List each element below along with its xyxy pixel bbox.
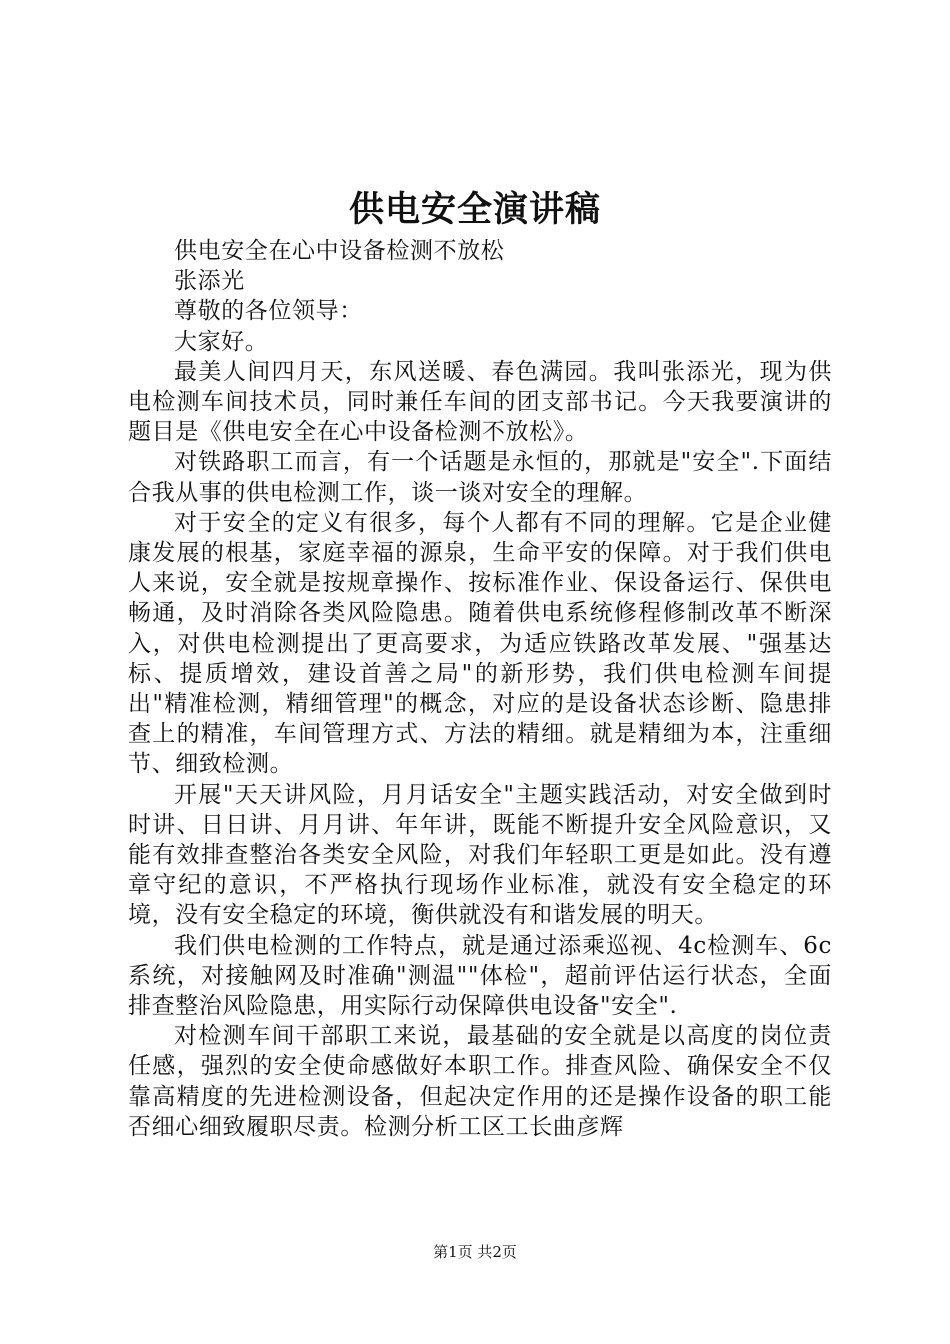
author-paragraph: 张添光: [174, 268, 245, 295]
body-paragraph: 最美人间四月天，东风送暖、春色满园。我叫张添光，现为供电检测车间技术员，同时兼任车间的团支部书记。今天我要演讲的题目是《供电安全在心中设备检测不放松》。: [128, 358, 832, 446]
body-paragraph: 开展"天天讲风险，月月话安全"主题实践活动，对安全做到时时讲、日日讲、月月讲、年年讲，既能不断提升安全风险意识，又能有效排查整治各类安全风险，对我们年轻职工更是如此。没有遵章守纪的意识，不严格执行现场作业标准，就没有安全稳定的环境，没有安全稳定的环境，衡供就没有和谐发展的明天。: [128, 781, 832, 929]
body-paragraph: 我们供电检测的工作特点，就是通过添乘巡视、4c检测车、6c系统，对接触网及时准确"测温""体检"，超前评估运行状态，全面排查整治风险隐患，用实际行动保障供电设备"安全".: [128, 932, 832, 1020]
body-paragraph: 对于安全的定义有很多，每个人都有不同的理解。它是企业健康发展的根基，家庭幸福的源泉，生命平安的保障。对于我们供电人来说，安全就是按规章操作、按标准作业、保设备运行、保供电畅通，及时消除各类风险隐患。随着供电系统修程修制改革不断深入，对供电检测提出了更高要求，为适应铁路改革发展、"强基达标、提质增效，建设首善之局"的新形势，我们供电检测车间提出"精准检测，精细管理"的概念，对应的是设备状态诊断、隐患排查上的精准，车间管理方式、方法的精细。就是精细为本，注重细节、细致检测。: [128, 509, 832, 778]
greeting-paragraph: 大家好。: [174, 328, 269, 355]
subtitle-paragraph: 供电安全在心中设备检测不放松: [174, 238, 505, 264]
document-title: 供电安全演讲稿: [348, 189, 601, 230]
page-footer: 第1页 共2页: [433, 1243, 517, 1261]
body-paragraph: 对检测车间干部职工来说，最基础的安全就是以高度的岗位责任感，强烈的安全使命感做好本职工作。排查风险、确保安全不仅靠高精度的先进检测设备，但起决定作用的还是操作设备的职工能否细心细致履职尽责。检测分析工区工长曲彦辉: [128, 1023, 832, 1140]
salutation-paragraph: 尊敬的各位领导：: [174, 298, 363, 325]
document-body: [128, 236, 832, 1142]
body-paragraph: 对铁路职工而言，有一个话题是永恒的，那就是"安全".下面结合我从事的供电检测工作，谈一谈对安全的理解。: [128, 449, 832, 506]
